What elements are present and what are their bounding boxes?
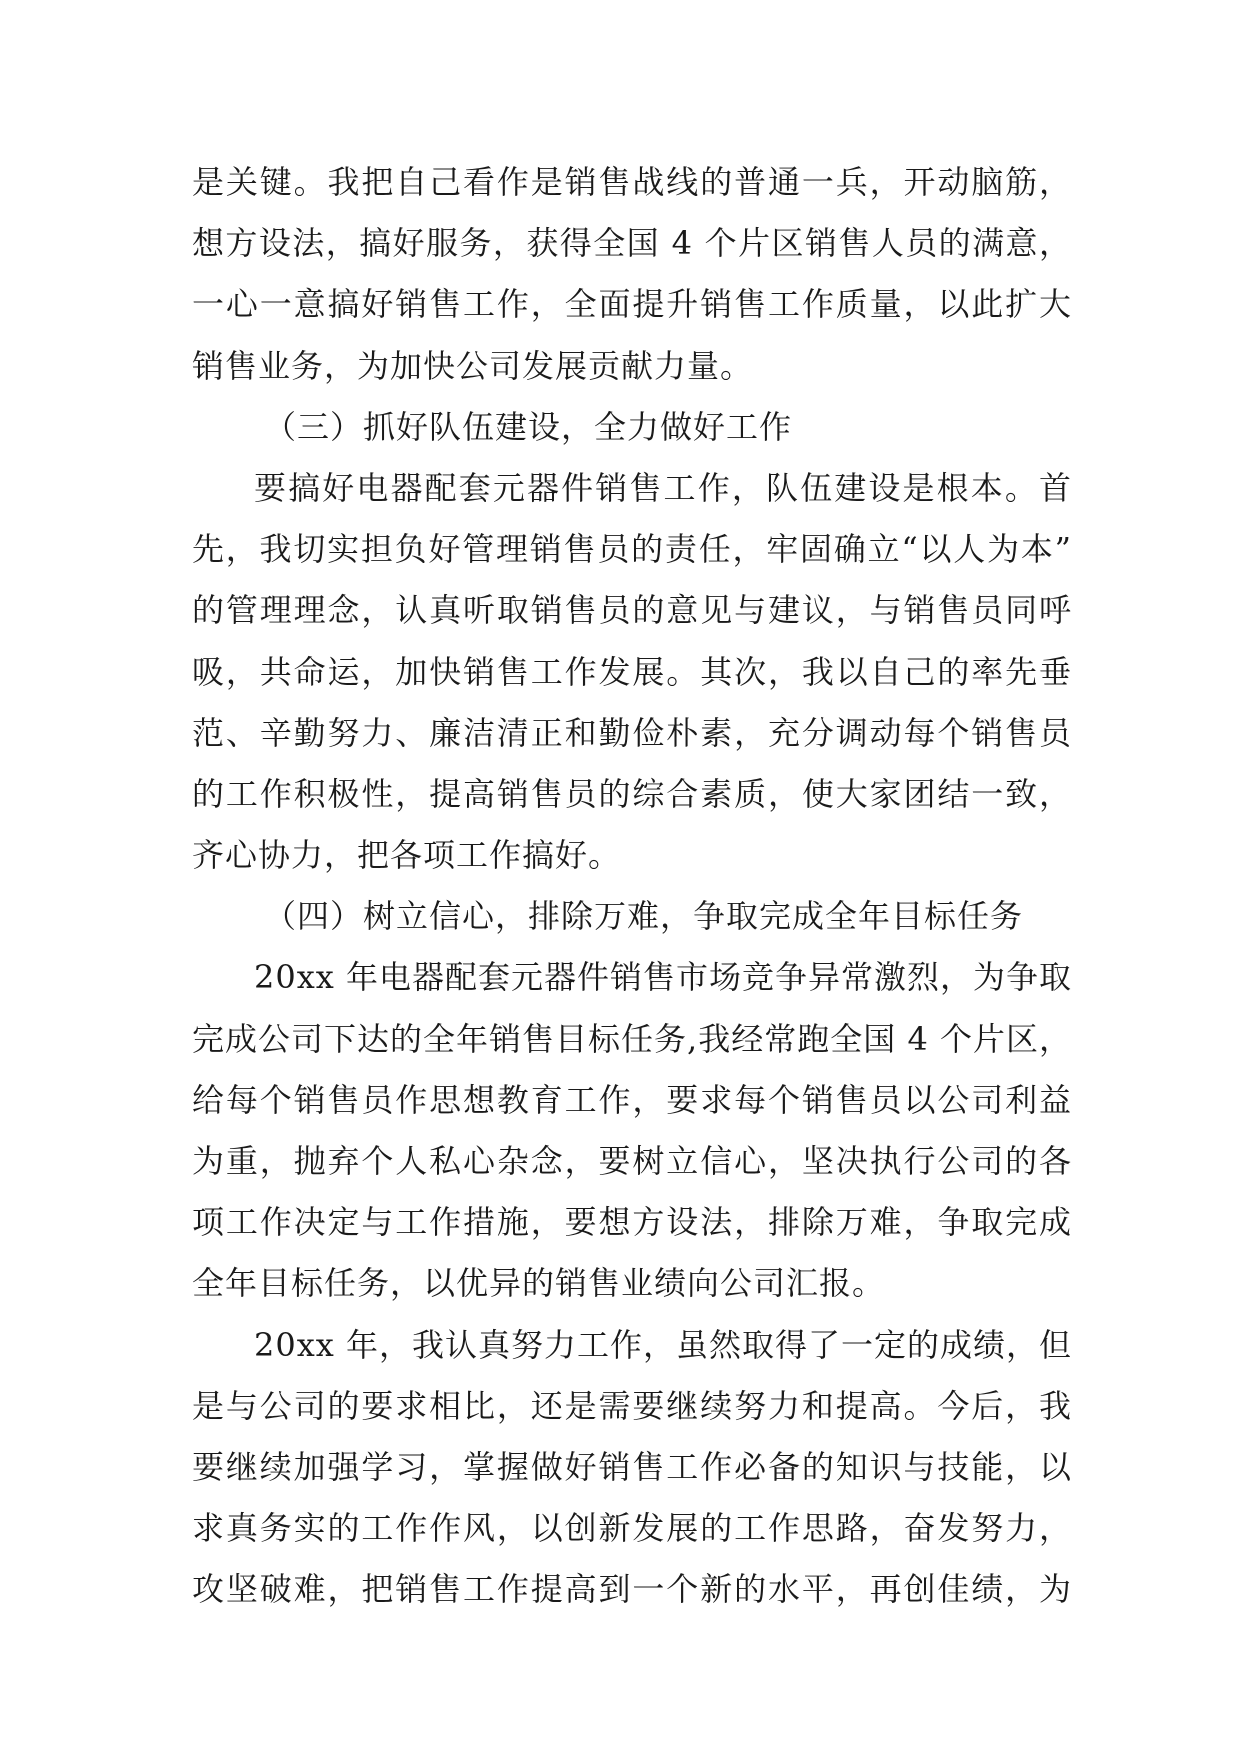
section-heading-four: （四）树立信心，排除万难，争取完成全年目标任务 [264,897,1024,936]
text-line: 想方设法，搞好服务，获得全国 4 个片区销售人员的满意， [192,224,1072,263]
text-line: 全年目标任务，以优异的销售业绩向公司汇报。 [192,1264,886,1303]
text-line: 项工作决定与工作措施，要想方设法，排除万难，争取完成 [192,1203,1072,1242]
text-line: 要继续加强学习，掌握做好销售工作必备的知识与技能，以 [192,1447,1072,1486]
text-line: 给每个销售员作思想教育工作，要求每个销售员以公司利益 [192,1080,1072,1119]
text-line: 销售业务，为加快公司发展贡献力量。 [192,346,754,385]
text-line: 一心一意搞好销售工作，全面提升销售工作质量，以此扩大 [192,285,1072,324]
text-line: 求真务实的工作作风，以创新发展的工作思路，奋发努力， [192,1509,1072,1548]
text-line: 的工作积极性，提高销售员的综合素质，使大家团结一致， [192,774,1072,813]
text-line: 齐心协力，把各项工作搞好。 [192,836,622,875]
paragraph-first-line: 20xx 年，我认真努力工作，虽然取得了一定的成绩，但 [254,1325,1072,1364]
paragraph-first-line: 20xx 年电器配套元器件销售市场竞争异常激烈，为争取 [254,958,1072,997]
text-line: 先，我切实担负好管理销售员的责任，牢固确立“以人为本” [192,530,1072,569]
document-body [192,152,1072,1621]
section-heading-three: （三）抓好队伍建设，全力做好工作 [264,407,793,446]
text-line: 攻坚破难，把销售工作提高到一个新的水平，再创佳绩，为 [192,1570,1072,1609]
text-line: 范、辛勤努力、廉洁清正和勤俭朴素，充分调动每个销售员 [192,713,1072,752]
text-line: 是与公司的要求相比，还是需要继续努力和提高。今后，我 [192,1386,1072,1425]
paragraph-first-line: 要搞好电器配套元器件销售工作，队伍建设是根本。首 [254,468,1072,507]
text-line: 为重，抛弃个人私心杂念，要树立信心，坚决执行公司的各 [192,1142,1072,1180]
text-line: 的管理理念，认真听取销售员的意见与建议，与销售员同呼 [192,591,1072,630]
text-line: 完成公司下达的全年销售目标任务,我经常跑全国 4 个片区， [192,1019,1072,1058]
text-line: 吸，共命运，加快销售工作发展。其次，我以自己的率先垂 [192,652,1072,691]
text-line: 是关键。我把自己看作是销售战线的普通一兵，开动脑筋， [192,163,1072,201]
